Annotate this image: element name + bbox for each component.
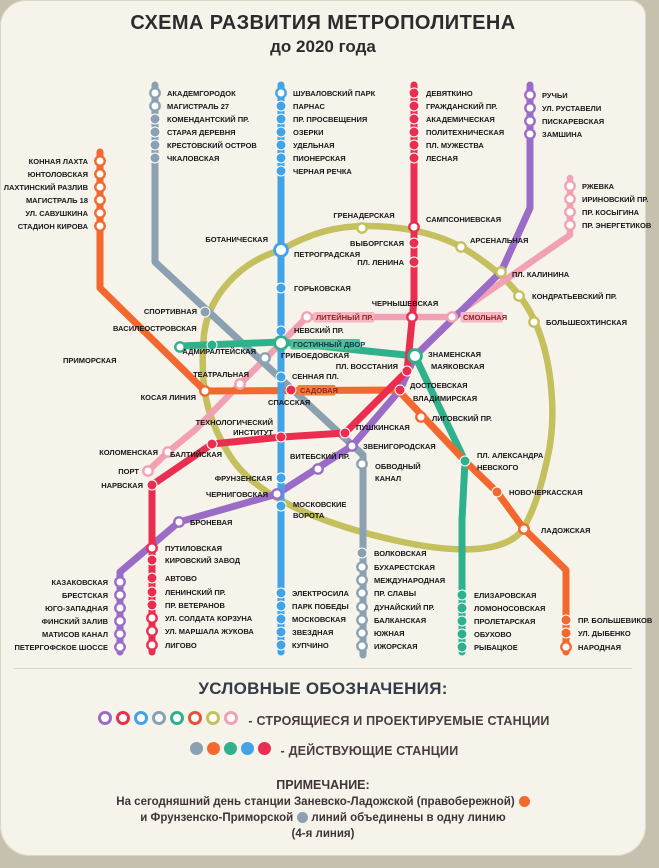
station-label-80-0: АВТОВО — [165, 574, 197, 583]
projected-station-swatch — [206, 711, 220, 725]
station-1 — [150, 101, 159, 110]
station-52 — [260, 353, 269, 362]
station-label-11-0: ПИОНЕРСКАЯ — [293, 154, 346, 163]
station-label-107-0: ПРОЛЕТАРСКАЯ — [474, 617, 536, 626]
station-label-49-0: СПОРТИВНАЯ — [143, 307, 197, 316]
station-label-5-0: ЧКАЛОВСКАЯ — [167, 154, 220, 163]
station-label-50-0: ВАСИЛЕОСТРОВСКАЯ — [113, 324, 197, 333]
station-label-57-0: СПАССКАЯ — [268, 398, 311, 407]
station-label-62-0: ПУШКИНСКАЯ — [356, 423, 410, 432]
station-18 — [409, 153, 419, 163]
station-25 — [95, 182, 104, 191]
station-37 — [409, 257, 419, 267]
station-label-44-0: ЛИТЕЙНЫЙ ПР. — [316, 313, 374, 322]
existing-station-swatch — [241, 742, 254, 755]
existing-station-swatch — [207, 742, 220, 755]
station-8 — [276, 114, 286, 124]
station-73 — [143, 466, 152, 475]
gray-line-dot — [297, 812, 308, 823]
station-58 — [409, 350, 422, 363]
station-label-103-0: ЮЖНАЯ — [374, 629, 405, 638]
projected-station-swatch — [116, 711, 130, 725]
title-line1: СХЕМА РАЗВИТИЯ МЕТРОПОЛИТЕНА — [130, 12, 516, 34]
station-label-112-0: НАРОДНАЯ — [578, 643, 622, 652]
station-5 — [150, 153, 160, 163]
station-20 — [525, 103, 534, 112]
legend-divider — [14, 668, 632, 669]
station-11 — [276, 153, 286, 163]
station-24 — [95, 169, 104, 178]
station-label-108-0: ОБУХОВО — [474, 630, 512, 639]
station-label-59-0: ПЛ. ВОССТАНИЯ — [335, 362, 398, 371]
station-9 — [276, 127, 286, 137]
station-label-67-1: КАНАЛ — [375, 474, 402, 483]
note-block — [0, 778, 646, 840]
note-line1 — [0, 796, 646, 808]
station-label-63-0: ЗВЕНИГОРОДСКАЯ — [363, 442, 436, 451]
note-line1-text: На сегодняшний день станции Заневско-Ладожской (правобережной) — [116, 796, 515, 808]
station-97 — [357, 548, 367, 558]
station-98 — [357, 562, 366, 571]
station-70 — [276, 501, 286, 511]
station-label-82-0: ПР. ВЕТЕРАНОВ — [165, 601, 225, 610]
station-27 — [95, 208, 104, 217]
legend — [0, 668, 646, 760]
station-label-96-0: КУПЧИНО — [292, 641, 329, 650]
station-4 — [150, 140, 160, 150]
station-label-78-0: ПУТИЛОВСКАЯ — [165, 544, 223, 553]
projected-station-swatch — [170, 711, 184, 725]
station-label-38-0: АРСЕНАЛЬНАЯ — [470, 236, 529, 245]
station-23 — [95, 156, 104, 165]
station-99 — [357, 575, 366, 584]
station-111 — [561, 628, 571, 638]
station-85 — [147, 640, 156, 649]
station-label-17-0: ПЛ. МУЖЕСТВА — [426, 141, 484, 150]
station-84 — [147, 626, 156, 635]
station-label-13-0: ДЕВЯТКИНО — [426, 89, 473, 98]
station-label-18-0: ЛЕСНАЯ — [426, 154, 458, 163]
station-label-16-0: ПОЛИТЕХНИЧЕСКАЯ — [426, 128, 505, 137]
station-3 — [150, 127, 160, 137]
station-label-34-1: ПЕТРОГРАДСКАЯ — [294, 250, 361, 259]
note-line2-post: линий объединены в одну линию — [311, 812, 506, 824]
station-label-72-0: КОЛОМЕНСКАЯ — [99, 448, 158, 457]
station-62 — [340, 428, 350, 438]
station-65 — [313, 464, 322, 473]
station-label-33-0: ГРЕНАДЕРСКАЯ — [333, 211, 395, 220]
station-75 — [460, 456, 470, 466]
station-label-68-0: ФРУНЗЕНСКАЯ — [214, 474, 272, 483]
station-label-101-0: ДУНАЙСКИЙ ПР. — [374, 603, 435, 612]
legend-projected-label: - СТРОЯЩИЕСЯ И ПРОЕКТИРУЕМЫЕ СТАНЦИИ — [248, 713, 550, 728]
station-label-88-0: ЮГО-ЗАПАДНАЯ — [45, 604, 108, 613]
station-label-20-0: УЛ. РУСТАВЕЛИ — [542, 104, 602, 113]
station-label-109-0: РЫБАЦКОЕ — [474, 643, 518, 652]
station-56 — [286, 385, 296, 395]
station-label-90-0: МАТИСОВ КАНАЛ — [41, 630, 108, 639]
station-34 — [275, 244, 288, 257]
station-26 — [95, 195, 104, 204]
station-label-24-0: ЮНТОЛОВСКАЯ — [27, 170, 88, 179]
station-22 — [525, 129, 534, 138]
station-label-61-0: ЛИГОВСКИЙ ПР. — [432, 414, 492, 423]
projected-station-swatch — [98, 711, 112, 725]
station-label-43-0: ЧЕРНЫШЕВСКАЯ — [371, 299, 439, 308]
station-label-79-0: КИРОВСКИЙ ЗАВОД — [165, 556, 241, 565]
projected-station-swatch — [188, 711, 202, 725]
projected-station-swatch — [152, 711, 166, 725]
station-42 — [276, 283, 286, 293]
station-87 — [115, 590, 124, 599]
station-label-89-0: ФИНСКИЙ ЗАЛИВ — [41, 617, 108, 626]
station-label-2-0: КОМЕНДАНТСКИЙ ПР. — [167, 115, 250, 124]
existing-station-swatch — [224, 742, 237, 755]
station-92 — [276, 588, 286, 598]
existing-station-swatch — [190, 742, 203, 755]
station-label-40-0: КОНДРАТЬЕВСКИЙ ПР. — [532, 292, 617, 301]
station-label-32-0: ПР. ЭНЕРГЕТИКОВ — [582, 221, 652, 230]
note-line2-pre: и Фрунзенско-Приморской — [140, 812, 294, 824]
station-label-39-0: ПЛ. КАЛИНИНА — [512, 270, 570, 279]
station-100 — [357, 588, 366, 597]
existing-station-swatch — [258, 742, 271, 755]
station-40 — [514, 291, 523, 300]
station-74 — [147, 480, 157, 490]
station-6 — [276, 88, 285, 97]
station-label-6-0: ШУВАЛОВСКИЙ ПАРК — [293, 89, 376, 98]
station-label-27-0: УЛ. САВУШКИНА — [25, 209, 88, 218]
station-39 — [496, 267, 505, 276]
station-label-94-0: МОСКОВСКАЯ — [292, 615, 346, 624]
station-label-35-0: САМПСОНИЕВСКАЯ — [426, 215, 502, 224]
station-label-10-0: УДЕЛЬНАЯ — [293, 141, 335, 150]
station-12 — [276, 166, 286, 176]
station-label-106-0: ЛОМОНОСОВСКАЯ — [474, 604, 546, 613]
station-30 — [565, 194, 574, 203]
station-label-95-0: ЗВЕЗДНАЯ — [292, 628, 334, 637]
station-label-34-0: БОТАНИЧЕСКАЯ — [205, 235, 268, 244]
station-label-9-0: ОЗЕРКИ — [293, 128, 324, 137]
station-69 — [272, 489, 281, 498]
station-label-110-0: ПР. БОЛЬШЕВИКОВ — [578, 616, 653, 625]
station-label-48-0: ГРИБОЕДОВСКАЯ — [281, 351, 349, 360]
station-96 — [276, 640, 286, 650]
station-label-105-0: ЕЛИЗАРОВСКАЯ — [474, 591, 537, 600]
station-88 — [115, 603, 124, 612]
station-55 — [276, 372, 286, 382]
station-label-85-0: ЛИГОВО — [165, 641, 197, 650]
station-86 — [115, 577, 124, 586]
station-label-3-0: СТАРАЯ ДЕРЕВНЯ — [167, 128, 236, 137]
station-label-23-0: КОННАЯ ЛАХТА — [28, 157, 88, 166]
station-label-30-0: ИРИНОВСКИЙ ПР. — [582, 195, 649, 204]
station-10 — [276, 140, 286, 150]
legend-projected-swatches — [96, 711, 240, 730]
station-label-21-0: ПИСКАРЕВСКАЯ — [542, 117, 605, 126]
station-label-102-0: БАЛКАНСКАЯ — [374, 616, 427, 625]
title-line2: до 2020 года — [270, 37, 376, 56]
legend-projected-row — [0, 711, 646, 730]
station-label-53-0: ТЕАТРАЛЬНАЯ — [193, 370, 249, 379]
station-label-87-0: БРЕСТСКАЯ — [61, 591, 108, 600]
station-label-1-0: МАГИСТРАЛЬ 27 — [167, 102, 230, 111]
station-108 — [457, 629, 467, 639]
station-label-64-1: ИНСТИТУТ — [233, 428, 273, 437]
station-104 — [357, 641, 366, 650]
station-7 — [276, 101, 286, 111]
station-label-66-0: БАЛТИЙСКАЯ — [170, 450, 223, 459]
station-17 — [409, 140, 419, 150]
station-80 — [147, 573, 157, 583]
station-label-54-0: КОСАЯ ЛИНИЯ — [140, 393, 196, 402]
station-label-71-0: БРОНЕВАЯ — [190, 518, 233, 527]
station-61 — [416, 412, 425, 421]
station-68 — [276, 473, 286, 483]
station-label-104-0: ИЖОРСКАЯ — [374, 642, 418, 651]
station-label-70-0: МОСКОВСКИЕ — [293, 500, 347, 509]
station-43 — [407, 312, 416, 321]
station-label-75-1: НЕВСКОГО — [477, 463, 519, 472]
legend-heading: УСЛОВНЫЕ ОБОЗНАЧЕНИЯ: — [198, 679, 448, 698]
station-label-91-0: ПЕТЕРГОФСКОЕ ШОССЕ — [14, 643, 108, 652]
station-81 — [147, 587, 157, 597]
station-77 — [519, 524, 528, 533]
station-93 — [276, 601, 286, 611]
station-label-31-0: ПР. КОСЫГИНА — [582, 208, 640, 217]
station-78 — [147, 543, 156, 552]
projected-station-swatch — [224, 711, 238, 725]
station-21 — [525, 116, 534, 125]
station-49 — [200, 307, 210, 317]
station-label-46-0: НЕВСКИЙ ПР. — [294, 326, 344, 335]
station-35 — [409, 222, 418, 231]
station-label-86-0: КАЗАКОВСКАЯ — [51, 578, 108, 587]
station-31 — [565, 207, 574, 216]
station-label-29-0: РЖЕВКА — [582, 182, 615, 191]
station-label-65-0: ВИТЕБСКИЙ ПР. — [290, 452, 350, 461]
station-38 — [456, 242, 465, 251]
station-label-36-0: ВЫБОРГСКАЯ — [350, 239, 404, 248]
note-line2 — [0, 812, 646, 824]
station-41 — [529, 317, 538, 326]
station-label-15-0: АКАДЕМИЧЕСКАЯ — [426, 115, 495, 124]
station-label-84-0: УЛ. МАРШАЛА ЖУКОВА — [165, 627, 254, 636]
station-label-58-0: ЗНАМЕНСКАЯ — [428, 350, 481, 359]
station-112 — [561, 642, 570, 651]
station-2 — [150, 114, 160, 124]
station-label-69-0: ЧЕРНИГОВСКАЯ — [206, 490, 268, 499]
station-36 — [409, 238, 419, 248]
legend-existing-swatches — [188, 742, 273, 760]
station-47 — [275, 337, 288, 350]
station-label-0-0: АКАДЕМГОРОДОК — [167, 89, 236, 98]
station-82 — [147, 600, 157, 610]
station-44 — [302, 312, 311, 321]
station-109 — [457, 642, 467, 652]
station-label-8-0: ПР. ПРОСВЕЩЕНИЯ — [293, 115, 368, 124]
station-102 — [357, 615, 366, 624]
station-29 — [565, 181, 574, 190]
station-label-19-0: РУЧЬИ — [542, 91, 568, 100]
station-label-73-0: ПОРТ — [118, 467, 139, 476]
station-label-60-0: ДОСТОЕВСКАЯ — [410, 381, 468, 390]
station-label-56-0: САДОВАЯ — [300, 386, 338, 395]
station-label-97-0: ВОЛКОВСКАЯ — [374, 549, 427, 558]
station-71 — [174, 517, 183, 526]
orange-line-dot — [519, 796, 530, 807]
station-label-100-0: ПР. СЛАВЫ — [374, 589, 417, 598]
station-53 — [235, 379, 244, 388]
station-label-70-1: ВОРОТА — [293, 511, 325, 520]
station-label-111-0: УЛ. ДЫБЕНКО — [578, 629, 631, 638]
station-105 — [457, 590, 467, 600]
station-79 — [147, 555, 157, 565]
station-33 — [357, 223, 366, 232]
station-59 — [402, 366, 412, 376]
station-label-7-0: ПАРНАС — [293, 102, 325, 111]
station-label-22-0: ЗАМШИНА — [542, 130, 583, 139]
station-label-81-0: ЛЕНИНСКИЙ ПР. — [165, 588, 226, 597]
station-label-51-0: ПРИМОРСКАЯ — [63, 356, 117, 365]
station-76 — [492, 487, 502, 497]
station-14 — [409, 101, 419, 111]
station-label-47-0: ГОСТИННЫЙ ДВОР — [293, 340, 366, 349]
station-54 — [200, 386, 209, 395]
station-label-75-0: ПЛ. АЛЕКСАНДРА — [477, 451, 544, 460]
station-label-58-1: МАЯКОВСКАЯ — [431, 362, 485, 371]
station-46 — [276, 326, 286, 336]
station-106 — [457, 603, 467, 613]
legend-existing-label: - ДЕЙСТВУЮЩИЕ СТАНЦИИ — [280, 744, 459, 758]
station-13 — [409, 88, 419, 98]
station-label-60-1: ВЛАДИМИРСКАЯ — [413, 394, 478, 403]
station-label-83-0: УЛ. СОЛДАТА КОРЗУНА — [165, 614, 253, 623]
station-label-55-0: СЕННАЯ ПЛ. — [292, 372, 339, 381]
station-95 — [276, 627, 286, 637]
projected-station-swatch — [134, 711, 148, 725]
station-label-25-0: ЛАХТИНСКИЙ РАЗЛИВ — [3, 183, 88, 192]
station-label-77-0: ЛАДОЖСКАЯ — [541, 526, 591, 535]
station-94 — [276, 614, 286, 624]
station-32 — [565, 220, 574, 229]
station-label-92-0: ЭЛЕКТРОСИЛА — [292, 589, 349, 598]
station-label-4-0: КРЕСТОВСКИЙ ОСТРОВ — [167, 141, 257, 150]
station-110 — [561, 615, 571, 625]
station-label-12-0: ЧЕРНАЯ РЕЧКА — [293, 167, 352, 176]
station-90 — [115, 629, 124, 638]
station-label-28-0: СТАДИОН КИРОВА — [17, 222, 88, 231]
station-label-14-0: ГРАЖДАНСКИЙ ПР. — [426, 102, 498, 111]
station-64 — [276, 432, 286, 442]
station-19 — [525, 90, 534, 99]
station-91 — [115, 642, 124, 651]
station-103 — [357, 628, 366, 637]
station-28 — [95, 221, 104, 230]
note-line3: (4-я линия) — [291, 828, 355, 840]
note-heading: ПРИМЕЧАНИЕ: — [276, 778, 370, 792]
station-107 — [457, 616, 467, 626]
station-45 — [447, 312, 456, 321]
station-label-98-0: БУХАРЕСТСКАЯ — [374, 563, 435, 572]
station-label-99-0: МЕЖДУНАРОДНАЯ — [374, 576, 446, 585]
station-label-64-0: ТЕХНОЛОГИЧЕСКИЙ — [195, 418, 273, 427]
station-89 — [115, 616, 124, 625]
station-101 — [357, 602, 366, 611]
legend-existing-row — [0, 742, 646, 760]
station-label-52-0: АДМИРАЛТЕЙСКАЯ — [182, 347, 256, 356]
station-label-74-0: НАРВСКАЯ — [101, 481, 143, 490]
station-67 — [357, 459, 366, 468]
station-label-67-0: ОБВОДНЫЙ — [375, 462, 421, 471]
station-label-42-0: ГОРЬКОВСКАЯ — [294, 284, 351, 293]
station-label-41-0: БОЛЬШЕОХТИНСКАЯ — [546, 318, 627, 327]
station-16 — [409, 127, 419, 137]
station-15 — [409, 114, 419, 124]
station-63 — [347, 441, 356, 450]
station-label-76-0: НОВОЧЕРКАССКАЯ — [509, 488, 583, 497]
station-0 — [150, 88, 159, 97]
station-60 — [395, 385, 405, 395]
station-label-26-0: МАГИСТРАЛЬ 18 — [25, 196, 88, 205]
station-label-45-0: СМОЛЬНАЯ — [463, 313, 508, 322]
station-label-37-0: ПЛ. ЛЕНИНА — [357, 258, 404, 267]
station-83 — [147, 613, 156, 622]
station-label-93-0: ПАРК ПОБЕДЫ — [292, 602, 349, 611]
station-66 — [207, 439, 217, 449]
